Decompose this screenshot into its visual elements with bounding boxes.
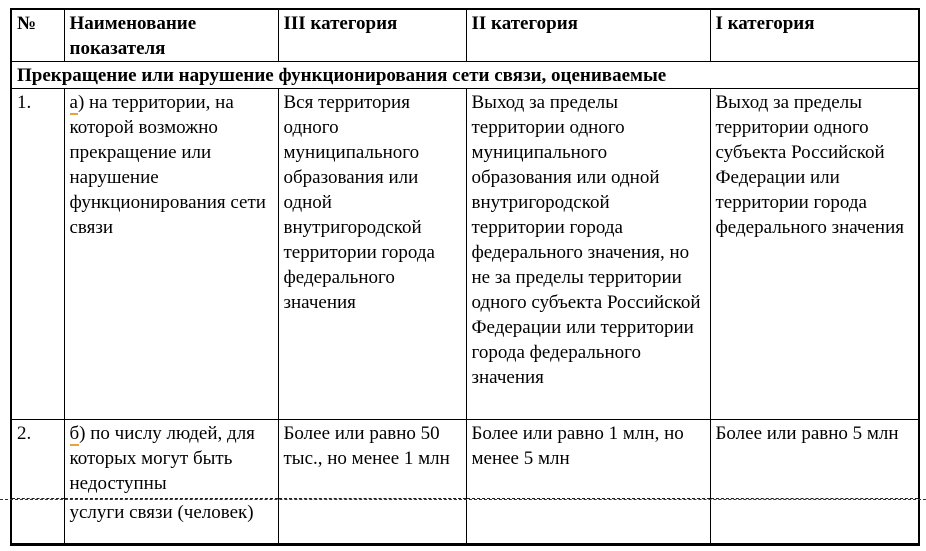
row-number: 2. (11, 420, 64, 499)
header-cell-indicator-name: Наименование показателя (64, 9, 278, 62)
header-cell-category-2: II категория (466, 9, 710, 62)
category-3-cell: Более или равно 50 тыс., но менее 1 млн (278, 420, 466, 499)
indicator-text: ) по числу людей, для которых могут быть недоступны (69, 423, 255, 494)
header-cell-category-3: III категория (278, 9, 466, 62)
category-3-cell: Вся территория одного муниципального образования или одной внутригородской территории города федерального значения (278, 89, 466, 420)
category-2-cell: Более или равно 1 млн, но менее 5 млн (466, 420, 710, 499)
table-row (11, 420, 919, 499)
category-1-cell (710, 499, 919, 545)
spellcheck-marked-text: б (69, 423, 80, 444)
indicator-cell (64, 89, 278, 420)
table-row-continuation (11, 499, 919, 545)
category-2-cell (466, 499, 710, 545)
row-number: 1. (11, 89, 64, 420)
category-1-cell: Выход за пределы территории одного субъекта Российской Федерации или территории города федерального значения (710, 89, 919, 420)
categories-table (10, 8, 920, 546)
category-3-cell (278, 499, 466, 545)
indicator-text: ) на территории, на которой возможно прекращение или нарушение функционирования сети связи (69, 92, 266, 238)
indicator-cell-continued: услуги связи (человек) (64, 499, 278, 545)
indicator-cell (64, 420, 278, 499)
section-title: Прекращение или нарушение функционирования сети связи, оцениваемые (11, 62, 919, 89)
table-header-row (11, 9, 919, 62)
section-title-row (11, 62, 919, 89)
header-cell-number: № (11, 9, 64, 62)
row-number (11, 499, 64, 545)
spellcheck-marked-text: а (69, 92, 78, 113)
category-2-cell: Выход за пределы территории одного муниципального образования или одной внутригородской территории города федерального значения, но не за пределы территории одного субъекта Российской Федерации или территории города федерального значения (466, 89, 710, 420)
table-row (11, 89, 919, 420)
category-1-cell: Более или равно 5 млн (710, 420, 919, 499)
header-cell-category-1: I категория (710, 9, 919, 62)
